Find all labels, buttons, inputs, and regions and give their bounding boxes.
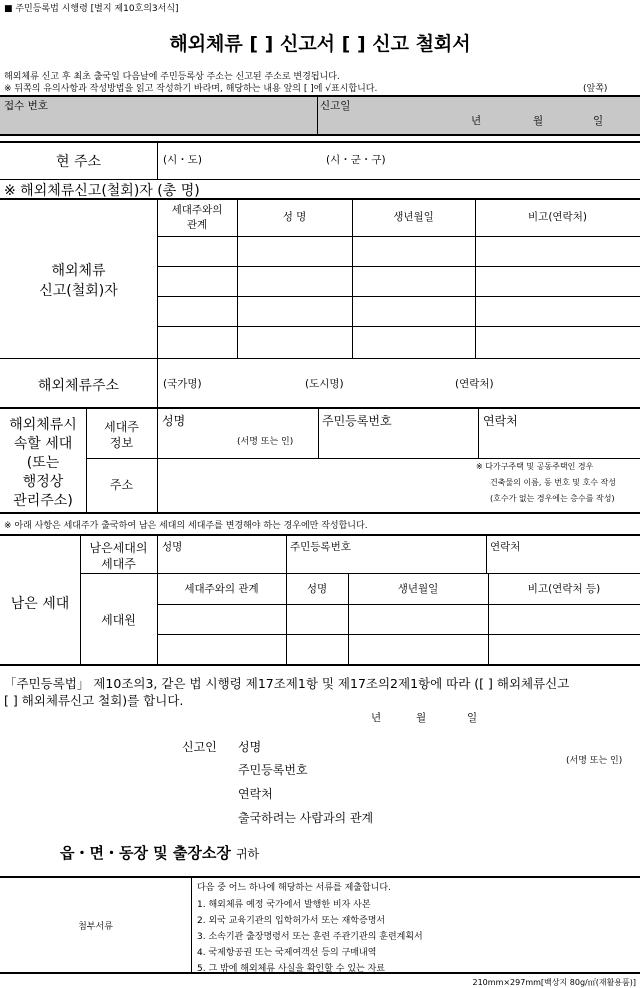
reporters-label-line2: 신고(철회)자	[39, 283, 118, 299]
attachments-label: 첨부서류	[78, 922, 113, 932]
household-label-5: 관리주소)	[13, 493, 73, 509]
col-relation-line2: 관계	[186, 219, 208, 231]
attachment-item-5: 5. 그 밖에 해외체류 사실을 확인할 수 있는 자료	[197, 964, 385, 974]
col-note-contact: 비고(연락처)	[528, 211, 587, 223]
overseas-country[interactable]: (국가명)	[163, 378, 202, 390]
notice-instructions: ※ 뒤쪽의 유의사항과 작성방법을 읽고 작성하기 바라며, 해당하는 내용 앞의 [ ]에 √표시합니다.	[4, 84, 378, 94]
paper-spec: 210mm×297mm[백상지 80g/㎡(재활용품)]	[472, 978, 636, 987]
recipient-title: 읍・면・동장 및 출장소장	[60, 844, 231, 862]
members-col-relation: 세대주와의 관계	[184, 583, 259, 595]
head-info-line2: 정보	[109, 436, 134, 450]
reporter-row-2[interactable]	[157, 266, 640, 267]
overseas-contact[interactable]: (연락처)	[455, 378, 494, 390]
remaining-contact-label[interactable]: 연락처	[490, 541, 521, 553]
members-col-birth: 생년월일	[397, 583, 439, 595]
household-address-label: 주소	[109, 478, 134, 492]
attachment-item-4: 4. 국제항공권 또는 국제여객선 등의 구매내역	[197, 948, 377, 958]
reporter-label: 신고인	[182, 740, 217, 754]
reporter-row-3[interactable]	[157, 296, 640, 297]
member-row-1[interactable]	[157, 604, 640, 605]
reporters-label-line1: 해외체류	[51, 263, 106, 279]
notice-address-change: 해외체류 신고 후 최초 출국일 다음날에 주민등록상 주소는 신고된 주소로 변경됩니다.	[4, 72, 340, 82]
member-row-2[interactable]	[157, 634, 640, 635]
address-note-3: (호수가 없는 경우에는 층수를 작성)	[490, 494, 615, 503]
household-label-2: 속할 세대	[13, 436, 73, 452]
reporter-row-1[interactable]	[157, 236, 640, 237]
recipient	[60, 842, 259, 863]
overseas-city[interactable]: (도시명)	[305, 378, 344, 390]
recipient-suffix: 귀하	[235, 847, 260, 861]
receipt-number-label: 접수 번호	[4, 100, 48, 112]
declaration-month: 월	[416, 712, 427, 724]
reporter-rrn-label[interactable]: 주민등록번호	[238, 763, 308, 777]
attachment-item-3: 3. 소속기관 출장명령서 또는 훈련 주관기관의 훈련계획서	[197, 932, 423, 942]
law-reference: ■ 주민등록법 시행령 [별지 제10호의3서식]	[4, 4, 179, 14]
declaration-day: 일	[467, 712, 478, 724]
reporter-sign-label: (서명 또는 인)	[566, 756, 623, 766]
overseas-address-label: 해외체류주소	[37, 378, 120, 394]
declaration-text-2: [ ] 해외체류신고 철회)를 합니다.	[4, 693, 184, 708]
reporters-section-title: ※ 해외체류신고(철회)자 (총 명)	[4, 183, 200, 199]
household-label-3: (또는	[26, 455, 60, 471]
members-col-note: 비고(연락처 등)	[527, 583, 601, 595]
remaining-head-line1: 남은세대의	[89, 541, 148, 555]
current-address-city[interactable]: (시・군・구)	[326, 154, 386, 166]
reporter-row-4[interactable]	[157, 326, 640, 327]
household-contact-label[interactable]: 연락처	[483, 414, 518, 428]
declaration-year: 년	[371, 712, 382, 724]
household-name-label[interactable]: 성명	[162, 414, 186, 428]
current-address-label: 현 주소	[55, 154, 102, 170]
remaining-notice: ※ 아래 사항은 세대주가 출국하여 남은 세대의 세대주를 변경해야 하는 경우에만 작성합니다.	[4, 521, 368, 531]
receipt-date-label: 신고일	[320, 100, 351, 112]
members-label: 세대원	[101, 613, 136, 627]
attachment-item-2: 2. 외국 교육기관의 입학허가서 또는 재학증명서	[197, 916, 386, 926]
household-label-4: 행정상	[22, 474, 64, 490]
current-address-province[interactable]: (시・도)	[163, 154, 202, 166]
attachments-intro: 다음 중 어느 하나에 해당하는 서류를 제출합니다.	[197, 883, 391, 893]
reporter-name-label[interactable]: 성명	[238, 740, 262, 754]
receipt-day: 일	[593, 115, 604, 127]
remaining-name-label[interactable]: 성명	[162, 541, 183, 553]
head-info-line1: 세대주	[104, 420, 139, 434]
declaration-text-1: 「주민등록법」 제10조의3, 같은 법 시행령 제17조제1항 및 제17조의2제1항에 따라 ([ ] 해외체류신고	[4, 676, 570, 691]
receipt-month: 월	[533, 115, 544, 127]
remaining-household-label: 남은 세대	[10, 596, 70, 612]
remaining-head-line2: 세대주	[101, 557, 136, 571]
col-relation-line1: 세대주와의	[171, 204, 223, 216]
col-name: 성 명	[282, 211, 307, 223]
form-title: 해외체류 [ ] 신고서 [ ] 신고 철회서	[169, 33, 471, 55]
remaining-rrn-label[interactable]: 주민등록번호	[290, 541, 351, 553]
receipt-year: 년	[471, 115, 482, 127]
members-col-name: 성명	[306, 583, 328, 595]
address-note-2: 건축물의 이름, 동 번호 및 호수 작성	[490, 478, 616, 487]
col-birthdate: 생년월일	[393, 211, 434, 223]
reporter-relation-label[interactable]: 출국하려는 사람과의 관계	[238, 811, 374, 825]
household-label-1: 해외체류시	[9, 417, 77, 433]
attachment-item-1: 1. 해외체류 예정 국가에서 발행한 비자 사본	[197, 900, 371, 910]
page-side-label: (앞쪽)	[583, 84, 608, 94]
reporter-contact-label[interactable]: 연락처	[238, 787, 273, 801]
household-rrn-label[interactable]: 주민등록번호	[322, 414, 392, 428]
household-sign-label: (서명 또는 인)	[237, 437, 294, 447]
address-note-1: ※ 다가구주택 및 공동주택인 경우	[476, 462, 594, 471]
